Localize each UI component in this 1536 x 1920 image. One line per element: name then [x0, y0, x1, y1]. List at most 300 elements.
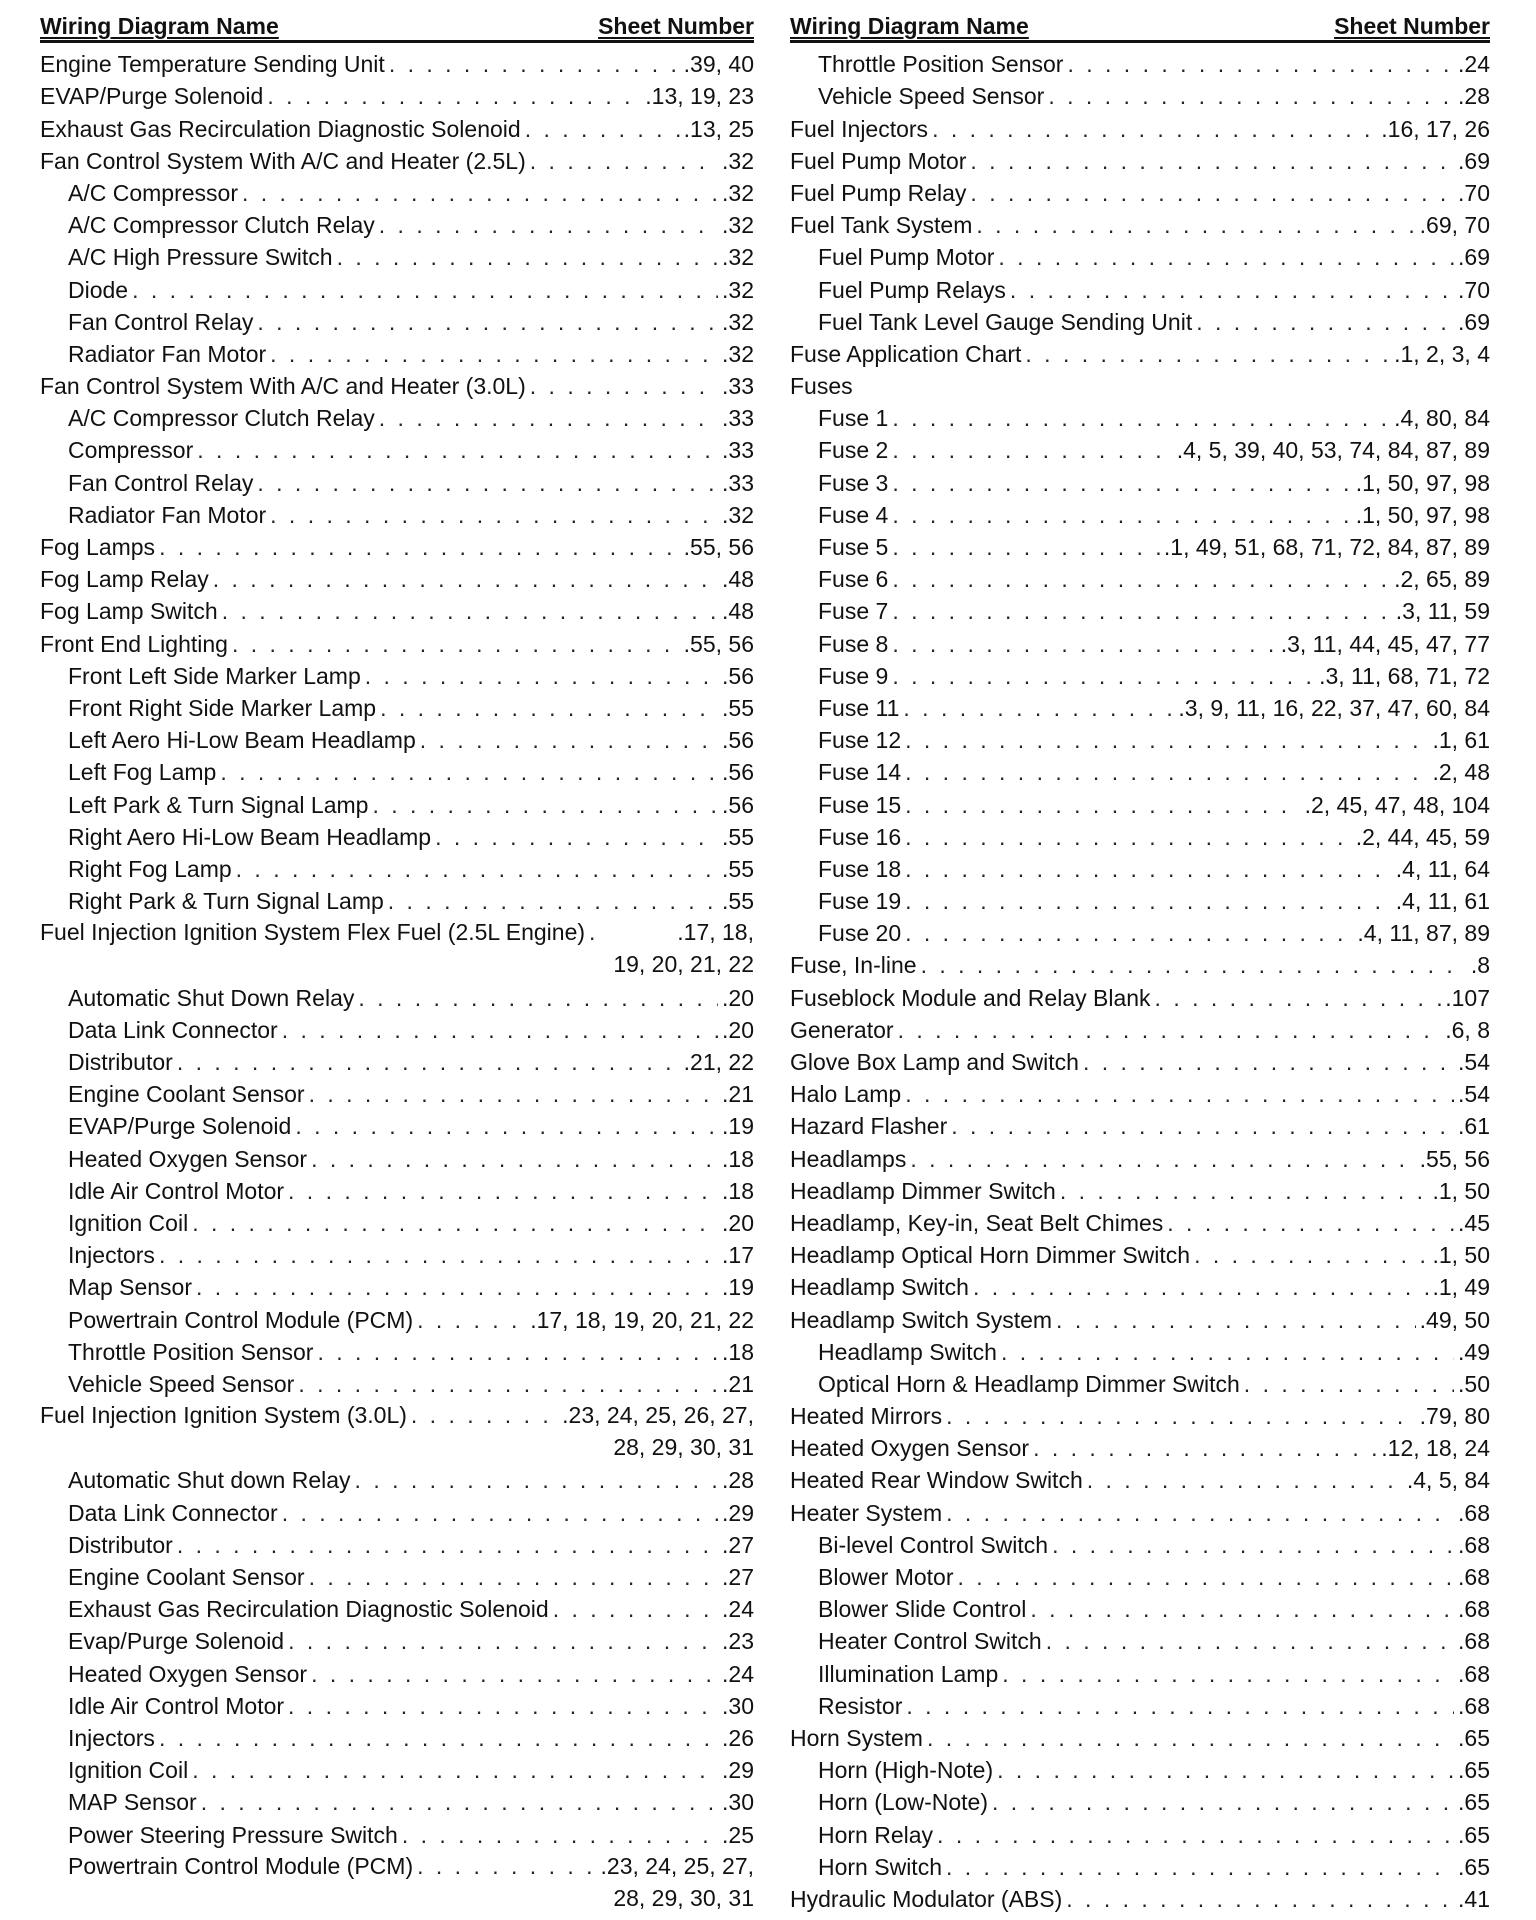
entry-sheet-numbers: .55 [722, 855, 754, 882]
entry-sheet-numbers: .68 [1458, 1628, 1490, 1655]
left-column [40, 10, 754, 1914]
dot-leader [1066, 1884, 1454, 1914]
entry-sheet-numbers: .69 [1458, 147, 1490, 174]
dot-leader [530, 371, 718, 401]
entry-sheet-numbers: .12, 18, 24 [1381, 1435, 1490, 1462]
index-entry [40, 723, 754, 755]
entry-sheet-numbers: .1, 49 [1432, 1274, 1490, 1301]
dot-leader [236, 854, 718, 884]
entry-sheet-numbers: .21 [722, 1370, 754, 1397]
entry-name: Fuse 14 [818, 759, 902, 786]
dot-leader [317, 1337, 718, 1367]
index-entry [790, 755, 1490, 787]
dot-leader [389, 49, 680, 79]
entry-name: Fog Lamps [40, 534, 156, 560]
index-entry [790, 626, 1490, 658]
index-entry [40, 626, 754, 658]
index-entry [40, 1753, 754, 1785]
entry-sheet-numbers: .2, 48 [1432, 759, 1490, 786]
index-entry [40, 111, 754, 143]
header-name: Wiring Diagram Name [790, 13, 1029, 39]
entry-sheet-numbers: .29 [722, 1499, 754, 1526]
entry-sheet-numbers: .20 [722, 1016, 754, 1043]
entry-sheet-numbers: .55, 56 [1419, 1145, 1490, 1172]
index-entry [40, 1141, 754, 1173]
index-entry [790, 852, 1490, 884]
entry-name: Data Link Connector [68, 1016, 278, 1043]
entry-sheet-numbers: .48 [722, 598, 754, 625]
index-entry [790, 562, 1490, 594]
index-entry [790, 1206, 1490, 1238]
entry-name: Horn (High-Note) [818, 1757, 994, 1784]
entry-name: Right Park & Turn Signal Lamp [68, 888, 384, 915]
entry-name: Fan Control Relay [68, 308, 254, 335]
dot-leader [1052, 1530, 1454, 1560]
entry-name: Fog Lamp Relay [40, 566, 209, 593]
entry-sheet-numbers: .32 [722, 147, 754, 174]
index-entry [790, 980, 1490, 1012]
index-entry [790, 1013, 1490, 1045]
entry-sheet-numbers: .21, 22 [683, 1049, 754, 1076]
entry-name: Headlamp Optical Horn Dimmer Switch [790, 1242, 1191, 1269]
dot-leader [435, 822, 718, 852]
entry-name: A/C Compressor [68, 179, 238, 206]
entry-sheet-numbers: .68 [1458, 1692, 1490, 1719]
entry-sheet-numbers: .68 [1458, 1499, 1490, 1526]
index-entry [40, 1689, 754, 1721]
entry-sheet-numbers: .4, 11, 64 [1395, 855, 1490, 882]
dot-leader [420, 725, 718, 755]
entry-sheet-numbers: .3, 11, 59 [1395, 598, 1490, 625]
entry-name: Exhaust Gas Recirculation Diagnostic Solenoid [68, 1596, 549, 1623]
entry-sheet-numbers: .24 [722, 1660, 754, 1687]
entry-sheet-numbers: .6, 8 [1445, 1016, 1490, 1043]
entry-name: Headlamp Switch System [790, 1306, 1053, 1333]
index-entry [40, 1850, 754, 1914]
entry-name: Radiator Fan Motor [68, 340, 267, 367]
dot-leader [1155, 983, 1442, 1013]
index-entry [790, 1689, 1490, 1721]
index-entry [790, 369, 1490, 401]
entry-name: A/C High Pressure Switch [68, 244, 333, 271]
entry-name: Fuel Pump Motor [818, 244, 995, 271]
entry-name: Engine Coolant Sensor [68, 1564, 305, 1591]
dot-leader [355, 1465, 718, 1495]
dot-leader [177, 1047, 680, 1077]
entry-name: Fuse 8 [818, 630, 889, 657]
dot-leader [132, 275, 718, 305]
entry-sheet-numbers: .1, 50, 97, 98 [1355, 469, 1490, 496]
entry-sheet-numbers: .50 [1458, 1370, 1490, 1397]
entry-sheet-numbers: .28 [1458, 83, 1490, 110]
entry-name: Ignition Coil [68, 1757, 189, 1784]
dot-leader [1001, 1337, 1454, 1367]
dot-leader [282, 1498, 718, 1528]
index-entry [790, 1882, 1490, 1914]
entry-sheet-numbers: .2, 45, 47, 48, 104 [1304, 791, 1490, 818]
entry-name: Fuse 3 [818, 469, 889, 496]
entry-sheet-numbers: .1, 50 [1432, 1177, 1490, 1204]
entry-name: Engine Coolant Sensor [68, 1081, 305, 1108]
entry-name: Fan Control System With A/C and Heater (2.5L) [40, 147, 526, 174]
entry-name: Automatic Shut down Relay [68, 1467, 351, 1494]
dot-leader [311, 1659, 718, 1689]
dot-leader [905, 854, 1392, 884]
entry-sheet-numbers: .8 [1470, 952, 1490, 979]
dot-leader [295, 1111, 718, 1141]
entry-sheet-numbers: .17 [722, 1242, 754, 1269]
dot-leader [892, 468, 1351, 498]
index-entry [790, 530, 1490, 562]
dot-leader [201, 1787, 718, 1817]
dot-leader [946, 1852, 1454, 1882]
entry-name: Fan Control Relay [68, 469, 254, 496]
entry-sheet-numbers: .19 [722, 1113, 754, 1140]
entry-sheet-numbers: .4, 11, 61 [1395, 888, 1490, 915]
dot-leader [892, 403, 1390, 433]
dot-leader [358, 983, 718, 1013]
dot-leader [1244, 1369, 1454, 1399]
entry-name: A/C Compressor Clutch Relay [68, 405, 375, 432]
entry-name: Halo Lamp [790, 1081, 902, 1108]
entry-name: Heated Mirrors [790, 1403, 943, 1430]
dot-leader [905, 886, 1392, 916]
entry-sheet-numbers: .4, 80, 84 [1394, 405, 1490, 432]
entry-sheet-numbers: .23, 24, 25, 26, 27, 28, 29, 30, 31 [562, 1401, 754, 1460]
entry-name: Powertrain Control Module (PCM) [68, 1852, 414, 1879]
entry-sheet-numbers: .48 [722, 566, 754, 593]
entry-name: Distributor [68, 1531, 173, 1558]
dot-leader [1087, 1465, 1403, 1495]
dot-leader [288, 1176, 718, 1206]
entry-sheet-numbers: .69 [1458, 308, 1490, 335]
entry-name: Compressor [68, 437, 194, 464]
index-entry [40, 1560, 754, 1592]
index-entry [790, 1753, 1490, 1785]
entry-name: EVAP/Purge Solenoid [40, 83, 264, 110]
entry-sheet-numbers: .33 [722, 405, 754, 432]
entry-sheet-numbers: .20 [722, 984, 754, 1011]
index-entry [790, 1721, 1490, 1753]
entry-name: Fuse 18 [818, 855, 902, 882]
entry-name: Fuse 15 [818, 791, 902, 818]
dot-leader [970, 146, 1454, 176]
entry-name: Right Fog Lamp [68, 855, 232, 882]
dot-leader [159, 532, 680, 562]
dot-leader [910, 1144, 1415, 1174]
entry-name: Heated Rear Window Switch [790, 1467, 1083, 1494]
index-entry [790, 1431, 1490, 1463]
dot-leader [892, 661, 1315, 691]
index-entry [790, 433, 1490, 465]
index-entry [790, 1109, 1490, 1141]
index-entry [40, 1624, 754, 1656]
dot-leader [267, 81, 641, 111]
index-entry [790, 1528, 1490, 1560]
index-entry [40, 530, 754, 562]
index-entry [790, 787, 1490, 819]
entry-sheet-numbers: .17, 18, 19, 20, 21, 22 [530, 1306, 754, 1333]
dot-leader [1167, 1208, 1454, 1238]
right-column [790, 10, 1490, 1914]
dot-leader [946, 1498, 1454, 1528]
entry-name: Diode [68, 276, 129, 303]
entry-sheet-numbers: .26 [722, 1724, 754, 1751]
entry-sheet-numbers: .23 [722, 1628, 754, 1655]
index-entry [790, 1560, 1490, 1592]
dot-leader [159, 1723, 718, 1753]
index-entry [40, 208, 754, 240]
dot-leader [998, 242, 1454, 272]
index-entry [790, 208, 1490, 240]
entry-sheet-numbers: .23, 24, 25, 27, 28, 29, 30, 31 [600, 1852, 754, 1911]
entry-name: Vehicle Speed Sensor [68, 1370, 295, 1397]
dot-leader [903, 693, 1174, 723]
dot-leader [309, 1079, 718, 1109]
index-entry [790, 1302, 1490, 1334]
index-entry [790, 1785, 1490, 1817]
entry-sheet-numbers: .32 [722, 212, 754, 239]
dot-leader [973, 1272, 1428, 1302]
dot-leader [288, 1626, 718, 1656]
entry-name: Powertrain Control Module (PCM) [68, 1306, 414, 1333]
index-entry [40, 498, 754, 530]
entry-sheet-numbers: .3, 11, 44, 45, 47, 77 [1280, 630, 1490, 657]
entry-name: Headlamps [790, 1145, 907, 1172]
dot-leader [1060, 1176, 1429, 1206]
dot-leader [1083, 1047, 1454, 1077]
index-entry [790, 1592, 1490, 1624]
entry-name: Optical Horn & Headlamp Dimmer Switch [818, 1370, 1240, 1397]
entry-name: Hydraulic Modulator (ABS) [790, 1885, 1063, 1912]
entry-name: Throttle Position Sensor [818, 51, 1064, 78]
dot-leader [905, 822, 1352, 852]
index-entry [40, 337, 754, 369]
dot-leader [402, 1820, 718, 1850]
dot-leader [257, 307, 718, 337]
entry-sheet-numbers: .55, 56 [683, 630, 754, 657]
index-entry [790, 272, 1490, 304]
dot-leader [1002, 1659, 1454, 1689]
dot-leader [892, 596, 1391, 626]
entry-name: Exhaust Gas Recirculation Diagnostic Solenoid [40, 115, 521, 142]
dot-leader [892, 532, 1160, 562]
entry-name: Fog Lamp Switch [40, 598, 218, 625]
index-entry [40, 1495, 754, 1527]
index-entry [790, 1174, 1490, 1206]
index-entry [40, 1592, 754, 1624]
entry-name: Fuse 16 [818, 823, 902, 850]
entry-sheet-numbers: .56 [722, 759, 754, 786]
dot-leader [927, 1723, 1454, 1753]
dot-leader [177, 1530, 718, 1560]
entry-name: Headlamp Dimmer Switch [790, 1177, 1056, 1204]
index-entry [40, 916, 754, 980]
dot-leader [992, 1787, 1454, 1817]
index-entry [790, 1463, 1490, 1495]
dot-leader [379, 403, 718, 433]
dot-leader [222, 596, 718, 626]
entry-sheet-numbers: .24 [1458, 51, 1490, 78]
entry-name: Power Steering Pressure Switch [68, 1821, 398, 1848]
dot-leader [1046, 1626, 1454, 1656]
dot-leader [937, 1820, 1454, 1850]
entry-sheet-numbers: .4, 5, 39, 40, 53, 74, 84, 87, 89 [1176, 437, 1490, 464]
entry-name: Idle Air Control Motor [68, 1692, 285, 1719]
entry-name: Distributor [68, 1049, 173, 1076]
dot-leader [905, 1079, 1454, 1109]
entry-name: Hazard Flasher [790, 1113, 948, 1140]
entry-sheet-numbers: .56 [722, 662, 754, 689]
index-entry [790, 1367, 1490, 1399]
index-entry [790, 1817, 1490, 1849]
dot-leader [197, 435, 718, 465]
entry-name: Horn Relay [818, 1821, 934, 1848]
entry-sheet-numbers: .1, 2, 3, 4 [1394, 340, 1490, 367]
index-entry [40, 1206, 754, 1238]
dot-leader [159, 1240, 718, 1270]
entry-sheet-numbers: .65 [1458, 1821, 1490, 1848]
dot-leader [388, 886, 718, 916]
entry-sheet-numbers: .30 [722, 1692, 754, 1719]
dot-leader [905, 790, 1300, 820]
entry-sheet-numbers: .18 [722, 1177, 754, 1204]
index-entry [40, 1045, 754, 1077]
entry-name: Fuel Tank System [790, 212, 973, 239]
entry-sheet-numbers: .25 [722, 1821, 754, 1848]
entry-sheet-numbers: .27 [722, 1564, 754, 1591]
entry-sheet-numbers: .55, 56 [683, 534, 754, 560]
entry-sheet-numbers: .1, 50 [1432, 1242, 1490, 1269]
entry-sheet-numbers: .55 [722, 694, 754, 721]
entry-name: Horn System [790, 1724, 923, 1751]
entry-name: Front Right Side Marker Lamp [68, 694, 377, 721]
entry-sheet-numbers: .65 [1458, 1853, 1490, 1880]
index-entry [40, 1367, 754, 1399]
entry-sheet-numbers: .68 [1458, 1596, 1490, 1623]
entry-sheet-numbers: .4, 11, 87, 89 [1357, 920, 1490, 947]
index-entry [790, 1335, 1490, 1367]
entry-sheet-numbers: .68 [1458, 1660, 1490, 1687]
entry-sheet-numbers: .16, 17, 26 [1381, 115, 1490, 142]
entry-sheet-numbers: .3, 11, 68, 71, 72 [1319, 662, 1490, 689]
entry-name: Heated Oxygen Sensor [68, 1145, 308, 1172]
dot-leader [337, 242, 718, 272]
dot-leader [242, 178, 718, 208]
index-entry [790, 1141, 1490, 1173]
entry-sheet-numbers: .18 [722, 1145, 754, 1172]
entry-sheet-numbers: .28 [722, 1467, 754, 1494]
entry-name: Fuse, In-line [790, 952, 917, 979]
dot-leader [1194, 1240, 1428, 1270]
entry-name: Right Aero Hi-Low Beam Headlamp [68, 823, 432, 850]
index-entry [40, 1656, 754, 1688]
dot-leader [365, 661, 718, 691]
index-entry [40, 144, 754, 176]
entry-name: Fuel Injection Ignition System Flex Fuel (2.5L Engine) [40, 919, 586, 946]
dot-leader [192, 1755, 718, 1785]
index-entry [790, 111, 1490, 143]
index-entry [40, 820, 754, 852]
entry-sheet-numbers: .65 [1458, 1724, 1490, 1751]
dot-leader [932, 114, 1377, 144]
entry-name: Map Sensor [68, 1274, 193, 1301]
dot-leader [372, 790, 718, 820]
entry-name: Injectors [68, 1724, 155, 1751]
index-entry [790, 305, 1490, 337]
dot-leader [906, 1691, 1454, 1721]
entry-sheet-numbers: .56 [722, 791, 754, 818]
header-name: Wiring Diagram Name [40, 13, 279, 39]
entry-name: Headlamp Switch [790, 1274, 969, 1301]
index-entry [40, 272, 754, 304]
entry-sheet-numbers: .54 [1458, 1081, 1490, 1108]
entry-sheet-numbers: .32 [722, 501, 754, 528]
entry-name: Front Left Side Marker Lamp [68, 662, 361, 689]
entry-name: Left Aero Hi-Low Beam Headlamp [68, 727, 416, 754]
index-entry [40, 562, 754, 594]
entry-sheet-numbers: .33 [722, 373, 754, 400]
entry-name: Heated Oxygen Sensor [68, 1660, 308, 1687]
index-entry [40, 755, 754, 787]
dot-leader [1025, 339, 1390, 369]
index-entry [40, 79, 754, 111]
entry-sheet-numbers: .68 [1458, 1564, 1490, 1590]
entry-name: Horn Switch [818, 1853, 942, 1880]
entry-name: Generator [790, 1016, 894, 1043]
entry-sheet-numbers: .68 [1458, 1531, 1490, 1558]
entry-name: Fuse Application Chart [790, 340, 1022, 367]
index-entry [790, 465, 1490, 497]
entry-name: Fuse 11 [818, 694, 900, 721]
index-entry [40, 433, 754, 465]
dot-leader [1067, 49, 1454, 79]
index-entry [40, 884, 754, 916]
index-entry [790, 1850, 1490, 1882]
index-entry [790, 1656, 1490, 1688]
entry-name: Resistor [818, 1692, 903, 1719]
dot-leader [411, 1399, 558, 1431]
entry-name: Heater System [790, 1499, 943, 1526]
index-entry [790, 691, 1490, 723]
entry-name: MAP Sensor [68, 1789, 197, 1816]
index-entry [40, 176, 754, 208]
index-entry [790, 401, 1490, 433]
entry-sheet-numbers: .65 [1458, 1757, 1490, 1784]
entry-sheet-numbers: .32 [722, 340, 754, 367]
index-entry [40, 1817, 754, 1849]
index-entry [790, 1270, 1490, 1302]
entry-sheet-numbers: .33 [722, 437, 754, 464]
dot-leader [957, 1562, 1454, 1592]
dot-leader [1048, 81, 1454, 111]
entry-sheet-numbers: .55 [722, 888, 754, 915]
header-sheet: Sheet Number [1334, 13, 1490, 39]
index-entry [40, 1302, 754, 1334]
entry-sheet-numbers: .69 [1458, 244, 1490, 271]
entry-name: Fuel Injectors [790, 115, 929, 142]
entry-sheet-numbers: .21 [722, 1081, 754, 1108]
index-entry [790, 1624, 1490, 1656]
entry-sheet-numbers: .39, 40 [683, 51, 754, 78]
entry-sheet-numbers: .29 [722, 1757, 754, 1784]
entry-name: Fuel Pump Relay [790, 179, 967, 206]
index-entry [790, 47, 1490, 79]
dot-leader [196, 1272, 718, 1302]
entry-name: Fuse 6 [818, 566, 889, 593]
dot-leader [1056, 1305, 1416, 1335]
entry-sheet-numbers: .45 [1458, 1209, 1490, 1236]
